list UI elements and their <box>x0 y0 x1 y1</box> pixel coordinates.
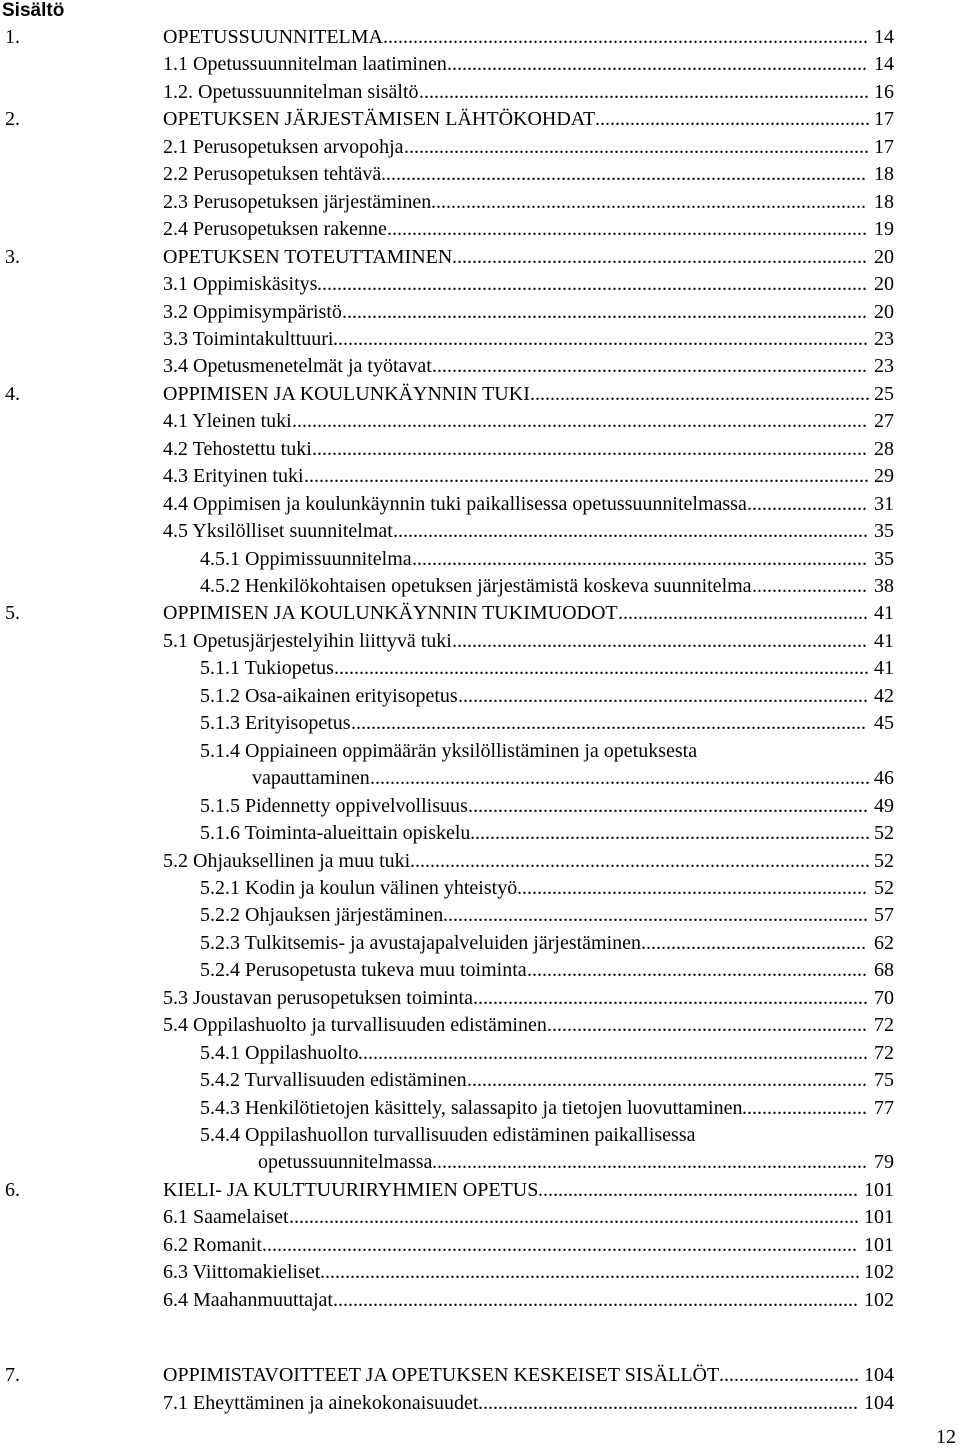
dot-leader: ....................................................... <box>595 108 870 131</box>
toc-entry[interactable] <box>0 106 960 133</box>
dot-leader: ............................................................................................. <box>404 135 869 158</box>
toc-entry[interactable] <box>0 134 960 161</box>
toc-entry[interactable] <box>0 902 960 929</box>
toc-entry-title: 3.4 Opetusmenetelmät ja työtavat <box>163 355 432 378</box>
dot-leader: ........................................................................................................... <box>334 657 869 680</box>
toc-entry-title: 1.2. Opetussuunnitelman sisältö <box>163 80 419 103</box>
toc-entry-title: 5.1.6 Toiminta-alueittain opiskelu <box>200 822 471 845</box>
toc-entry[interactable] <box>0 244 960 271</box>
dot-leader: .................................................................................................... <box>370 767 870 790</box>
toc-entry[interactable] <box>0 573 960 600</box>
toc-entry[interactable] <box>0 546 960 573</box>
toc-entry-title: 6.2 Romanit <box>163 1233 262 1256</box>
toc-entry-page: 42 <box>874 684 894 707</box>
toc-entry-page: 72 <box>874 1041 894 1064</box>
toc-entry-page: 77 <box>874 1096 894 1119</box>
dot-leader: ........................................................................................................... <box>333 327 868 350</box>
dot-leader: .................................................................... <box>530 382 870 405</box>
toc-entry-page: 17 <box>874 108 894 131</box>
toc-entry-title: opetussuunnitelmassa <box>258 1151 433 1174</box>
toc-entry-title: 5.4.3 Henkilötietojen käsittely, salassapito ja tietojen luovuttaminen <box>200 1096 743 1119</box>
toc-entry-title: 6.3 Viittomakieliset <box>163 1261 321 1284</box>
dot-leader: ................................................................................................................... <box>292 410 867 433</box>
toc-entry[interactable] <box>0 765 960 792</box>
toc-entry-title: 5.1 Opetusjärjestelyihin liittyvä tuki <box>163 629 452 652</box>
toc-entry-page: 68 <box>874 959 894 982</box>
toc-entry-title: 2.2 Perusopetuksen tehtävä <box>163 163 382 186</box>
toc-entry-page: 25 <box>874 382 894 405</box>
dot-leader: ................................................................................... <box>452 629 867 652</box>
toc-entry[interactable] <box>0 1232 960 1259</box>
toc-entry-page: 29 <box>874 465 894 488</box>
dot-leader: ............................................. <box>641 931 866 954</box>
toc-entry-title: 5.2.2 Ohjauksen järjestäminen <box>200 904 444 927</box>
toc-entry-page: 102 <box>864 1261 894 1284</box>
dot-leader: ......................................................................................................... <box>333 1288 858 1311</box>
dot-leader: ................................................................................................. <box>383 26 868 48</box>
toc-entry[interactable] <box>0 161 960 188</box>
toc-entry[interactable] <box>0 1040 960 1067</box>
toc-entry-title: 5.1.5 Pidennetty oppivelvollisuus <box>200 794 468 817</box>
toc-entry[interactable] <box>0 1122 960 1149</box>
toc-entry-page: 23 <box>874 355 894 378</box>
dot-leader: ......................................................................................................... <box>342 300 867 323</box>
toc-entry-title: 5.2 Ohjauksellinen ja muu tuki <box>163 849 411 872</box>
toc-entry-page: 14 <box>874 26 894 48</box>
toc-entry-page: 28 <box>874 437 894 460</box>
dot-leader: .............................................................................................................. <box>317 273 867 296</box>
toc-entry[interactable] <box>0 51 960 78</box>
toc-entry-number: 3. <box>5 245 20 268</box>
toc-entry-title: 4.4 Oppimisen ja koulunkäynnin tuki paikallisessa opetussuunnitelmassa <box>163 492 747 515</box>
dot-leader: ............................................................................... <box>473 986 868 1009</box>
toc-entry-number: 2. <box>5 108 20 131</box>
toc-entry[interactable] <box>0 1259 960 1286</box>
toc-entry-page: 41 <box>874 602 894 625</box>
toc-entry-page: 14 <box>874 53 894 76</box>
dot-leader: ....................................................................................... <box>432 1151 867 1174</box>
toc-entry[interactable] <box>0 463 960 490</box>
dot-leader: ......................... <box>742 1096 867 1119</box>
dot-leader: .................................................. <box>618 602 868 625</box>
toc-entry[interactable] <box>0 381 960 408</box>
dot-leader: ............................................................................................................... <box>312 437 867 460</box>
toc-entry[interactable] <box>0 957 960 984</box>
toc-entry-title: OPPIMISTAVOITTEET JA OPETUKSEN KESKEISET SISÄLLÖT <box>163 1364 720 1386</box>
toc-entry[interactable] <box>0 518 960 545</box>
dot-leader: ....................... <box>752 575 867 597</box>
toc-entry-page: 104 <box>864 1392 894 1414</box>
toc-entry-title: 1.1 Opetussuunnitelman laatiminen <box>163 53 447 76</box>
toc-entry-page: 41 <box>874 657 894 680</box>
toc-entry-title: 5.4.2 Turvallisuuden edistäminen <box>200 1069 467 1092</box>
toc-entry-title: 5.4 Oppilashuolto ja turvallisuuden edistäminen <box>163 1014 547 1037</box>
toc-entry-page: 101 <box>864 1178 894 1201</box>
toc-entry-title: 5.4.4 Oppilashuollon turvallisuuden edistäminen paikallisessa <box>200 1124 696 1146</box>
toc-entry-page: 31 <box>874 492 894 515</box>
toc-entry[interactable] <box>0 299 960 326</box>
toc-entry[interactable] <box>0 271 960 298</box>
dot-leader: ................................................................ <box>538 1178 858 1201</box>
toc-entry-title: 4.3 Erityinen tuki <box>163 465 304 488</box>
toc-entry-title: 5.1.3 Erityisopetus <box>200 712 351 735</box>
toc-entry-number: 6. <box>5 1178 20 1201</box>
dot-leader: ................................................................................... <box>452 245 867 268</box>
toc-entry-title: 5.2.3 Tulkitsemis- ja avustajapalveluiden järjestäminen <box>200 931 642 954</box>
toc-entry[interactable] <box>0 353 960 380</box>
toc-entry-title: OPETUSSUUNNITELMA <box>163 26 383 48</box>
toc-entry[interactable] <box>0 793 960 820</box>
toc-entry-title: OPETUKSEN TOTEUTTAMINEN <box>163 245 453 268</box>
toc-entry-page: 35 <box>874 547 894 570</box>
dot-leader: ................................................................................................ <box>387 218 867 241</box>
dot-leader: ............................................................................................ <box>410 849 870 872</box>
toc-entry-page: 27 <box>874 410 894 433</box>
toc-entry-page: 20 <box>874 300 894 323</box>
toc-entry[interactable] <box>0 1067 960 1094</box>
dot-leader: ................................................................................................................. <box>304 465 869 488</box>
toc-entry[interactable] <box>0 1287 960 1314</box>
toc-entry-page: 75 <box>874 1069 894 1092</box>
toc-entry-title: OPPIMISEN JA KOULUNKÄYNNIN TUKIMUODOT <box>163 602 618 625</box>
toc-entry-page: 52 <box>874 822 894 845</box>
toc-entry-title: 4.5 Yksilölliset suunnitelmat <box>163 520 393 543</box>
dot-leader: ................................................................ <box>547 1014 867 1037</box>
toc-entry-title: OPPIMISEN JA KOULUNKÄYNNIN TUKI <box>163 382 530 405</box>
toc-entry[interactable] <box>0 710 960 737</box>
toc-entry-title: 7.1 Eheyttäminen ja ainekokonaisuudet <box>163 1392 479 1414</box>
toc-entry[interactable] <box>0 1012 960 1039</box>
toc-entry-title: 6.1 Saamelaiset <box>163 1206 289 1229</box>
toc-entry[interactable] <box>0 408 960 435</box>
dot-leader: ................................................................................ <box>468 794 868 817</box>
toc-entry[interactable] <box>0 820 960 847</box>
dot-leader: ................................................................................ <box>470 822 870 845</box>
dot-leader: .................................................................................. <box>458 684 868 707</box>
toc-entry-page: 35 <box>874 520 894 543</box>
dot-leader: ............................................................................................... <box>393 520 868 543</box>
dot-leader: ................................................................................ <box>467 1069 867 1092</box>
toc-entry[interactable] <box>0 326 960 353</box>
toc-entry-page: 17 <box>874 135 894 158</box>
dot-leader: .................................................................................... <box>447 53 867 76</box>
dot-leader: .......................................................................................... <box>419 80 869 103</box>
toc-entry-page: 46 <box>874 767 894 790</box>
toc-entry-page: 20 <box>874 273 894 296</box>
toc-entry-page: 16 <box>874 80 894 103</box>
toc-entry-title: 5.4.1 Oppilashuolto <box>200 1041 359 1064</box>
toc-entry[interactable] <box>0 1390 960 1417</box>
toc-entry-title: 2.4 Perusopetuksen rakenne <box>163 218 387 241</box>
toc-entry-title: 4.5.1 Oppimissuunnitelma <box>200 547 412 570</box>
dot-leader: ................................................................................................. <box>381 163 866 186</box>
toc-entry-number: 1. <box>5 26 20 48</box>
dot-leader: ........................ <box>747 492 867 515</box>
toc-heading: Sisältö <box>2 0 65 21</box>
toc-entry[interactable] <box>0 79 960 106</box>
toc-entry-page: 101 <box>864 1206 894 1229</box>
toc-entry[interactable] <box>0 1149 960 1176</box>
toc-entry[interactable] <box>0 683 960 710</box>
dot-leader: .................................................................................................................. <box>289 1206 859 1229</box>
toc-entry[interactable] <box>0 738 960 765</box>
dot-leader: ...................................................................................................... <box>358 1041 868 1064</box>
toc-entry-title: 4.5.2 Henkilökohtaisen opetuksen järjestämistä koskeva suunnitelma <box>200 575 752 597</box>
dot-leader: ....................................................................................................... <box>351 712 866 735</box>
toc-entry-page: 104 <box>864 1364 894 1386</box>
toc-entry-number: 4. <box>5 382 20 405</box>
toc-entry-title: 5.1.1 Tukiopetus <box>200 657 334 680</box>
toc-entry-page: 18 <box>874 163 894 186</box>
toc-entry[interactable] <box>0 216 960 243</box>
toc-entry[interactable] <box>0 875 960 902</box>
toc-entry-page: 45 <box>874 712 894 735</box>
toc-entry[interactable] <box>0 1095 960 1122</box>
toc-entry-page: 70 <box>874 986 894 1009</box>
toc-entry-page: 101 <box>864 1233 894 1256</box>
dot-leader: ....................................................................................... <box>431 190 866 213</box>
toc-entry-title: 2.3 Perusopetuksen järjestäminen <box>163 190 432 213</box>
toc-entry-page: 102 <box>864 1288 894 1311</box>
toc-entry-page: 72 <box>874 1014 894 1037</box>
toc-entry-title: 5.1.2 Osa-aikainen erityisopetus <box>200 684 458 707</box>
toc-entry-title: 3.2 Oppimisympäristö <box>163 300 342 323</box>
toc-entry-page: 23 <box>874 327 894 350</box>
toc-entry-page: 18 <box>874 190 894 213</box>
dot-leader: ............................ <box>719 1364 859 1386</box>
toc-entry-page: 57 <box>874 904 894 927</box>
toc-entry-page: 20 <box>874 245 894 268</box>
toc-entry[interactable] <box>0 436 960 463</box>
dot-leader: ....................................................................................... <box>432 355 867 378</box>
toc-entry-number: 5. <box>5 602 20 625</box>
toc-entry-title: 4.2 Tehostettu tuki <box>163 437 312 460</box>
toc-entry-page: 79 <box>874 1151 894 1174</box>
toc-entry-page: 19 <box>874 218 894 241</box>
toc-entry[interactable] <box>0 1362 960 1389</box>
toc-entry-title: vapauttaminen <box>252 767 370 790</box>
toc-entry-number: 7. <box>5 1364 20 1386</box>
dot-leader: ............................................................................ <box>478 1392 858 1414</box>
toc-entry-page: 52 <box>874 849 894 872</box>
toc-entry[interactable] <box>0 24 960 51</box>
toc-entry-title: 2.1 Perusopetuksen arvopohja <box>163 135 404 158</box>
dot-leader: ..................................................................................... <box>443 904 868 927</box>
toc-entry-page: 38 <box>874 575 894 597</box>
page-number: 12 <box>936 1426 956 1448</box>
toc-entry-title: 5.1.4 Oppiaineen oppimäärän yksilöllistäminen ja opetuksesta <box>200 739 698 762</box>
toc-entry-title: 3.3 Toimintakulttuuri <box>163 327 334 350</box>
toc-entry[interactable] <box>0 1204 960 1231</box>
toc-entry[interactable] <box>0 1177 960 1204</box>
toc-entry-page: 52 <box>874 876 894 899</box>
toc-entry-title: 4.1 Yleinen tuki <box>163 410 292 433</box>
toc-entry-page: 62 <box>874 931 894 954</box>
toc-entry[interactable] <box>0 189 960 216</box>
toc-entry[interactable] <box>0 655 960 682</box>
toc-entry-title: 5.3 Joustavan perusopetuksen toiminta <box>163 986 473 1009</box>
toc-entry-title: 6.4 Maahanmuuttajat <box>163 1288 333 1311</box>
toc-entry-title: KIELI- JA KULTTUURIRYHMIEN OPETUS <box>163 1178 539 1201</box>
toc-entry-page: 49 <box>874 794 894 817</box>
toc-entry[interactable] <box>0 600 960 627</box>
toc-entry-page: 41 <box>874 629 894 652</box>
toc-entry-title: 5.2.4 Perusopetusta tukeva muu toiminta <box>200 959 527 982</box>
toc-entry[interactable] <box>0 491 960 518</box>
toc-entry-title: OPETUKSEN JÄRJESTÄMISEN LÄHTÖKOHDAT <box>163 108 596 131</box>
toc-entry[interactable] <box>0 628 960 655</box>
toc-entry-title: 5.2.1 Kodin ja koulun välinen yhteistyö <box>200 876 518 899</box>
toc-entry[interactable] <box>0 985 960 1012</box>
dot-leader: ........................................................................................... <box>412 547 867 570</box>
toc-entry[interactable] <box>0 848 960 875</box>
dot-leader: ............................................................................................................ <box>320 1261 860 1284</box>
dot-leader: .................................................................... <box>527 959 867 982</box>
dot-leader: ....................................................................................................................... <box>262 1233 857 1256</box>
toc-entry-title: 3.1 Oppimiskäsitys <box>163 273 318 296</box>
dot-leader: ...................................................................... <box>517 876 867 899</box>
toc-entry[interactable] <box>0 930 960 957</box>
